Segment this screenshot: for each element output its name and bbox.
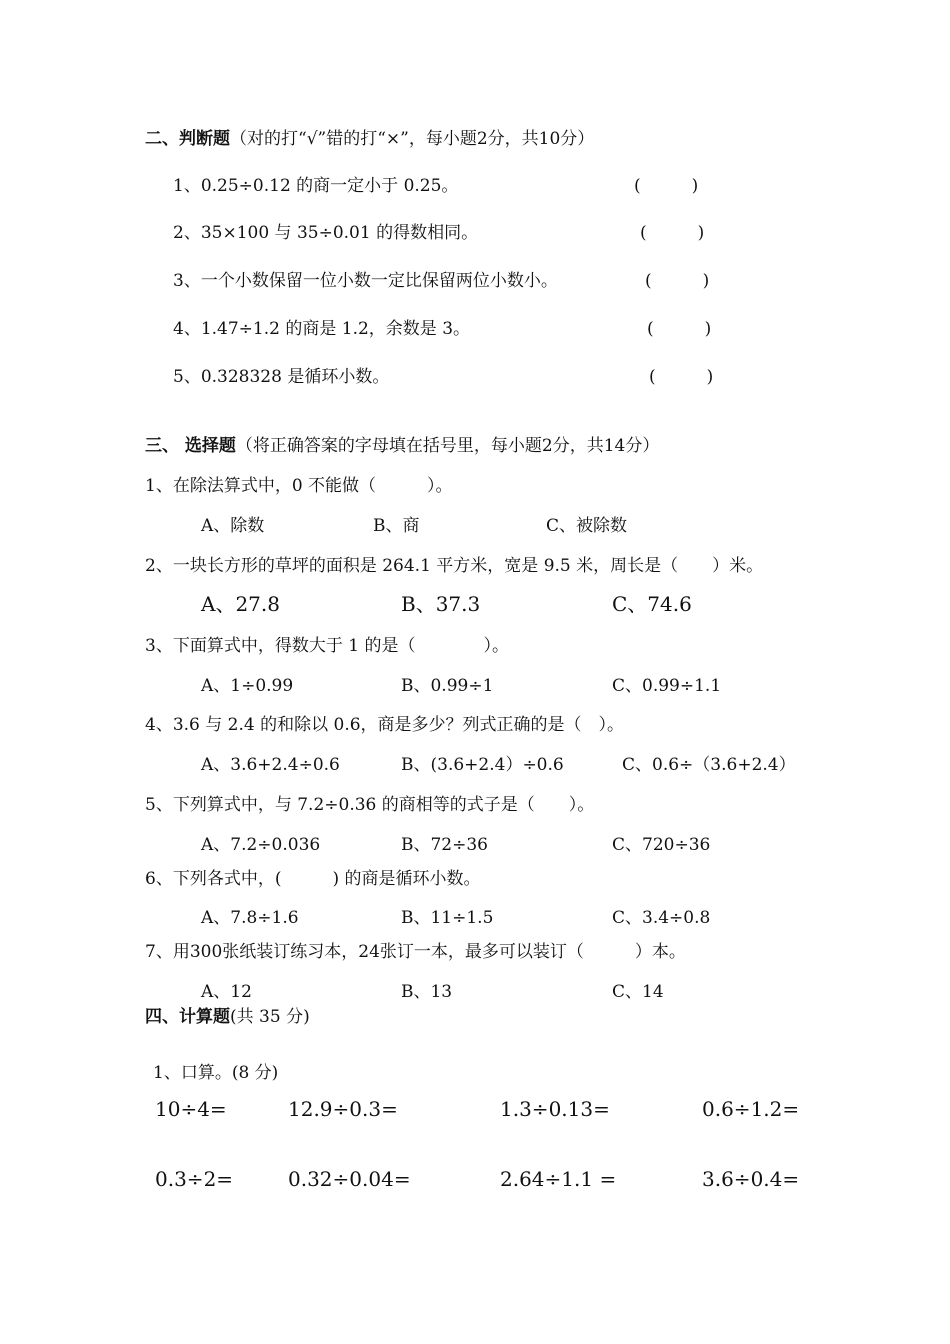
choice-option-3c[interactable]: C、0.99÷1.1: [612, 676, 722, 696]
judge-answer-4[interactable]: ( ): [647, 319, 712, 339]
choice-question-4: 4、3.6 与 2.4 的和除以 0.6，商是多少？列式正确的是（ ）。: [145, 715, 625, 735]
oral-calc-4: 0.6÷1.2=: [702, 1097, 800, 1121]
oral-calc-3: 1.3÷0.13=: [500, 1097, 610, 1121]
choice-option-6c[interactable]: C、3.4÷0.8: [612, 908, 711, 928]
judge-item-1: 1、0.25÷0.12 的商一定小于 0.25。: [173, 176, 459, 196]
oral-calc-1: 10÷4=: [155, 1097, 227, 1121]
choice-option-3a[interactable]: A、1÷0.99: [201, 676, 294, 696]
oral-calc-2: 12.9÷0.3=: [288, 1097, 398, 1121]
section-heading: 四、计算题: [145, 1007, 230, 1027]
oral-calc-6: 0.32÷0.04=: [288, 1167, 411, 1191]
oral-calc-7: 2.64÷1.1 =: [500, 1167, 617, 1191]
choice-option-4b[interactable]: B、(3.6+2.4）÷0.6: [401, 755, 564, 775]
judge-item-5: 5、0.328328 是循环小数。: [173, 367, 390, 387]
choice-option-7b[interactable]: B、13: [401, 982, 453, 1002]
choice-question-3: 3、下面算式中，得数大于 1 的是（ ）。: [145, 636, 509, 656]
choice-option-7a[interactable]: A、12: [201, 982, 252, 1002]
choice-question-1: 1、在除法算式中，0 不能做（ ）。: [145, 476, 453, 496]
section-heading: 二、判断题: [145, 129, 230, 149]
judge-answer-2[interactable]: ( ): [640, 223, 705, 243]
choice-option-2c[interactable]: C、74.6: [612, 592, 692, 616]
judge-item-2: 2、35×100 与 35÷0.01 的得数相同。: [173, 223, 479, 243]
judge-item-4: 4、1.47÷1.2 的商是 1.2，余数是 3。: [173, 319, 471, 339]
choice-question-6: 6、下列各式中，( ) 的商是循环小数。: [145, 869, 481, 889]
section-judge-title: [145, 124, 594, 149]
oral-calc-8: 3.6÷0.4=: [702, 1167, 800, 1191]
choice-option-2a[interactable]: A、27.8: [201, 592, 280, 616]
choice-option-3b[interactable]: B、0.99÷1: [401, 676, 494, 696]
choice-option-6b[interactable]: B、11÷1.5: [401, 908, 494, 928]
choice-question-5: 5、下列算式中，与 7.2÷0.36 的商相等的式子是（ ）。: [145, 795, 595, 815]
choice-option-5a[interactable]: A、7.2÷0.036: [201, 835, 321, 855]
section-compute-title: [145, 1002, 310, 1027]
choice-option-4a[interactable]: A、3.6+2.4÷0.6: [201, 755, 340, 775]
choice-question-2: 2、一块长方形的草坪的面积是 264.1 平方米，宽是 9.5 米，周长是（ ）米。: [145, 556, 764, 576]
judge-answer-3[interactable]: ( ): [645, 271, 710, 291]
judge-answer-1[interactable]: ( ): [634, 176, 699, 196]
choice-option-1c[interactable]: C、被除数: [546, 516, 628, 536]
judge-answer-5[interactable]: ( ): [649, 367, 714, 387]
section-choice-title: [145, 431, 659, 456]
choice-option-6a[interactable]: A、7.8÷1.6: [201, 908, 299, 928]
choice-option-2b[interactable]: B、37.3: [401, 592, 481, 616]
choice-question-7: 7、用300张纸装订练习本，24张订一本，最多可以装订（ ）本。: [145, 942, 686, 962]
choice-option-5c[interactable]: C、720÷36: [612, 835, 711, 855]
oral-calc-5: 0.3÷2=: [155, 1167, 234, 1191]
choice-option-1a[interactable]: A、除数: [201, 516, 265, 536]
choice-option-1b[interactable]: B、商: [373, 516, 420, 536]
judge-item-3: 3、一个小数保留一位小数一定比保留两位小数小。: [173, 271, 558, 291]
choice-option-7c[interactable]: C、14: [612, 982, 664, 1002]
section-heading: 三、 选择题: [145, 436, 236, 456]
choice-option-5b[interactable]: B、72÷36: [401, 835, 489, 855]
compute-subheading: 1、口算。(8 分): [153, 1063, 279, 1083]
section-note: (共 35 分): [230, 1007, 310, 1027]
section-note: （将正确答案的字母填在括号里，每小题2分，共14分）: [235, 436, 660, 456]
choice-option-4c[interactable]: C、0.6÷（3.6+2.4）: [622, 755, 796, 775]
section-note: （对的打“√”错的打“×”，每小题2分，共10分）: [230, 129, 595, 149]
